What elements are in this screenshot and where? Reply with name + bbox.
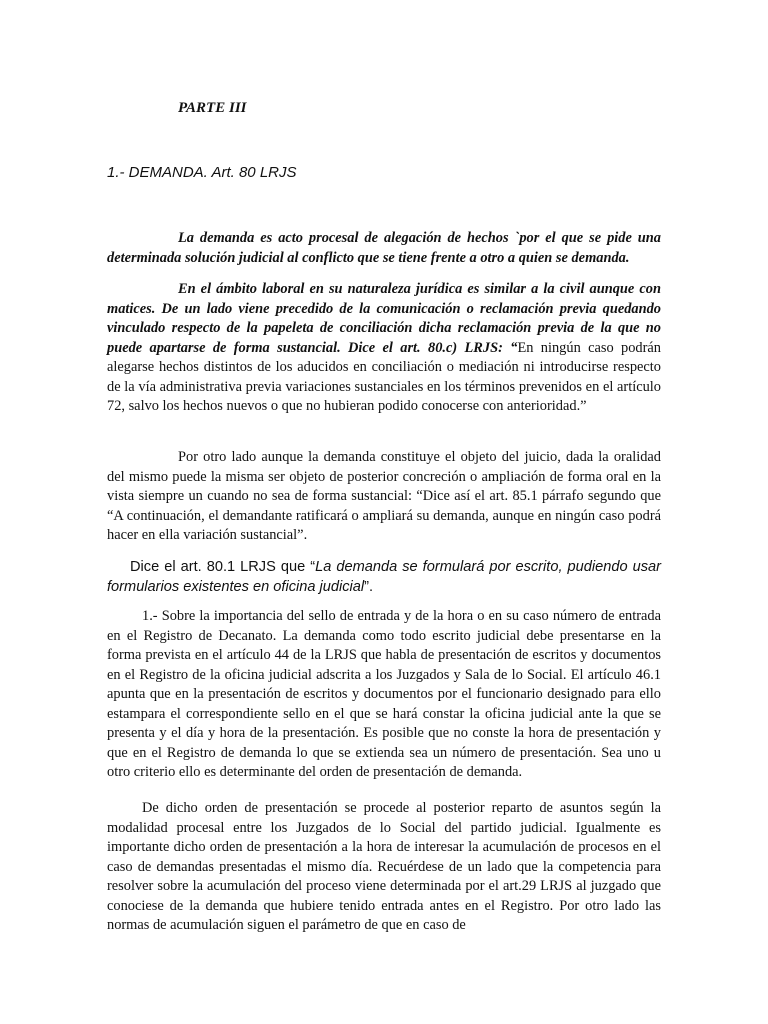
section-title: 1.- DEMANDA. Art. 80 LRJS xyxy=(107,164,297,181)
paragraph-definition: La demanda es acto procesal de alegación de hechos `por el que se pide una determinada solución judicial al conflicto que se tiene frente a otro a quien se demanda. xyxy=(107,230,661,266)
art-80-1-quote: La demanda se formulará por escrito, pudiendo usar formularios existentes en oficina judicial xyxy=(107,559,661,595)
paragraph-labor-scope-bold: En el ámbito laboral en su naturaleza jurídica es similar a la civil aunque con matices. De un lado viene precedido de la comunicación o reclamación previa quedando vinculado respecto de la papeleta de conciliación dicha reclamación previa de la que no puede apartarse de forma sustancial. Dice el art. 80.c) LRJS: “ xyxy=(107,281,661,356)
paragraph-labor-scope-quote: En ningún caso podrán alegarse hechos distintos de los aducidos en conciliación o mediación ni introducirse respecto de la vía administrativa previa variaciones sustanciales en los términos prevenidos en el artículo 72, salvo los hechos nuevos o que no hubieran podido conocerse con anterioridad.” xyxy=(107,339,661,414)
part-title: PARTE III xyxy=(178,100,247,116)
paragraph-presentation-order: De dicho orden de presentación se procede al posterior reparto de asuntos según la modalidad procesal entre los Juzgados de lo Social del partido judicial. Igualmente es importante dicho orden de presentación a la hora de interesar la acumulación de procesos en el caso de demandas presentadas el mismo día. Recuérdese de un lado que la competencia para resolver sobre la acumulación del proceso viene determinada por el art.29 LRJS al juzgado que conociese de la demanda que hubiere tenido entrada antes en el Registro. Por otro lado las normas de acumulación siguen el parámetro de que en caso de xyxy=(107,800,661,933)
paragraph-registry-stamp: 1.- Sobre la importancia del sello de entrada y de la hora o en su caso número de entrada en el Registro de Decanato. La demanda como todo escrito judicial debe presentarse en la forma prevista en el artículo 44 de la LRJS que habla de presentación de escritos y documentos en el Registro de la oficina judicial adscrita a los Juzgados y Sala de lo Social. El artículo 46.1 apunta que en la presentación de escritos y documentos por el funcionario designado para ello estampara el correspondiente sello en el que se hará constar la oficina judicial ante la que se presenta y el día y hora de la presentación. Es posible que no conste la hora de presentación y que en el Registro de demanda lo que se extienda sea un número de presentación. Sea uno u otro criterio ello es determinante del orden de presentación de demanda. xyxy=(107,608,661,780)
paragraph-oral-extension: Por otro lado aunque la demanda constituye el objeto del juicio, dada la oralidad del mismo puede la misma ser objeto de posterior concreción o ampliación de forma oral en la vista siempre un cuando no sea de forma sustancial: “Dice así el art. 85.1 párrafo segundo que “A continuación, el demandante ratificará o ampliará su demanda, aunque en ningún caso podrá hacer en ella variación sustancial”. xyxy=(107,449,661,543)
art-80-1-prefix: Dice el art. 80.1 LRJS que “ xyxy=(130,559,316,575)
paragraph-labor-scope xyxy=(107,280,661,417)
art-80-1-suffix: ”. xyxy=(364,578,374,595)
paragraph-art-80-1 xyxy=(107,558,661,597)
